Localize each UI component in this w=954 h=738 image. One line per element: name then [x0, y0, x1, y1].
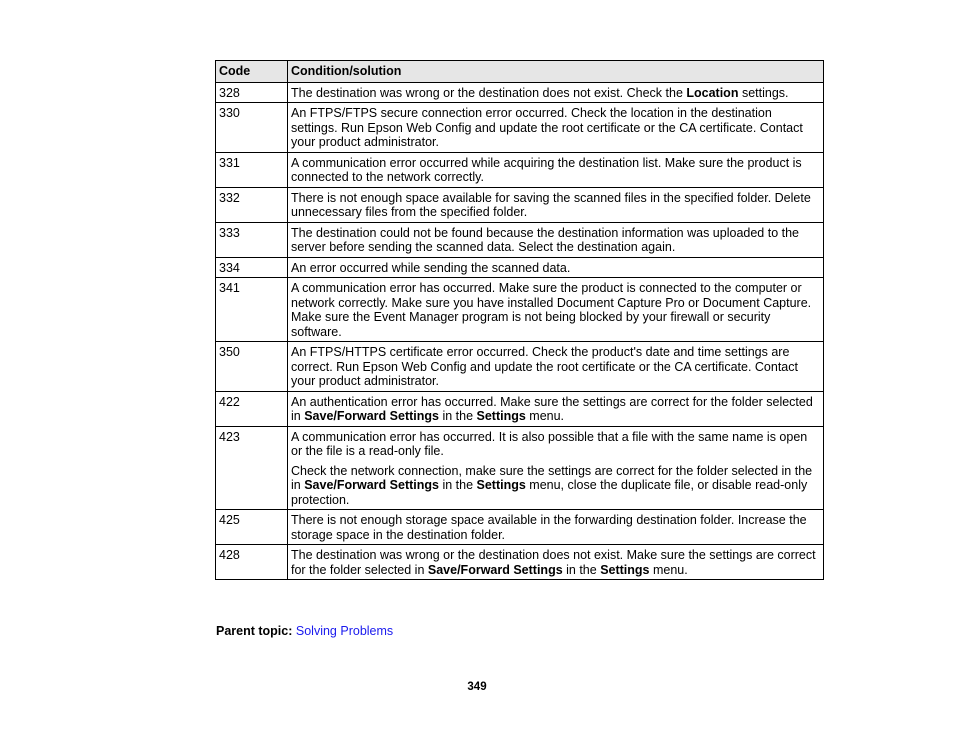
error-code-cell: 334: [216, 257, 288, 278]
solution-paragraph: [291, 395, 820, 424]
condition-solution-cell: [288, 391, 824, 426]
emphasized-setting-name: Save/Forward Settings: [304, 478, 439, 492]
solution-paragraph: [291, 261, 820, 276]
table-header-row: [216, 61, 824, 83]
condition-solution-cell: [288, 257, 824, 278]
solution-paragraph: [291, 464, 820, 508]
solution-text: An error occurred while sending the scanned data.: [291, 260, 571, 275]
error-code-table: [215, 60, 824, 580]
solution-text: There is not enough storage space available in the forwarding destination folder. Increase the storage space in the destination folder.: [291, 513, 807, 542]
solution-text: An FTPS/HTTPS certificate error occurred. Check the product's date and time settings are correct. Run Epson Web Config and update the root certificate or the CA certificate. Contact your product administrator.: [291, 345, 798, 388]
solution-text: in the: [562, 562, 601, 577]
solution-paragraph: [291, 548, 820, 577]
table-row: [216, 426, 824, 510]
condition-solution-cell: [288, 342, 824, 392]
error-code-cell: 333: [216, 222, 288, 257]
solution-text: An FTPS/FTPS secure connection error occurred. Check the location in the destination settings. Run Epson Web Config and update the root certificate or the CA certificate. Contact your product administrator.: [291, 106, 803, 149]
condition-solution-cell: [288, 82, 824, 103]
solution-paragraph: [291, 345, 820, 389]
solution-text: in the: [438, 478, 477, 492]
table-body: [216, 82, 824, 580]
error-code-cell: 425: [216, 510, 288, 545]
error-code-cell: 328: [216, 82, 288, 103]
error-code-cell: 341: [216, 278, 288, 342]
solution-paragraph: [291, 156, 820, 185]
table-row: [216, 187, 824, 222]
solution-text: Check the network connection, make sure the settings are correct for the folder selected in the in: [291, 463, 813, 492]
table-row: [216, 510, 824, 545]
condition-solution-cell: [288, 152, 824, 187]
solution-paragraph: [291, 191, 820, 220]
error-code-cell: 350: [216, 342, 288, 392]
solution-text: menu.: [649, 562, 688, 577]
error-code-cell: 330: [216, 103, 288, 153]
emphasized-setting-name: Settings: [600, 562, 650, 577]
error-code-cell: 423: [216, 426, 288, 510]
error-code-cell: 422: [216, 391, 288, 426]
solution-text: A communication error occurred while acquiring the destination list. Make sure the product is connected to the network correctly.: [291, 155, 802, 184]
solution-paragraph: [291, 430, 820, 459]
table-row: [216, 222, 824, 257]
table-row: [216, 278, 824, 342]
solution-text: menu.: [525, 409, 565, 423]
error-code-cell: 331: [216, 152, 288, 187]
table-row: [216, 391, 824, 426]
table-row: [216, 257, 824, 278]
solution-text: menu, close the duplicate file, or disable read-only protection.: [291, 478, 808, 507]
error-code-cell: 332: [216, 187, 288, 222]
solution-paragraph: [291, 106, 820, 150]
solution-text: The destination was wrong or the destination does not exist. Make sure the settings are correct for the folder selected in: [291, 548, 816, 577]
condition-solution-cell: [288, 510, 824, 545]
condition-solution-cell: [288, 426, 824, 510]
solution-text: in the: [438, 409, 477, 423]
condition-solution-cell: [288, 103, 824, 153]
solution-text: A communication error has occurred. Make sure the product is connected to the computer or network correctly. Make sure you have installed Document Capture Pro or Document Capture. Make sure the Event Manager program is not being blocked by your firewall or security software.: [291, 281, 812, 339]
solution-paragraph: [291, 281, 820, 339]
table-row: [216, 545, 824, 580]
emphasized-setting-name: Settings: [476, 409, 526, 423]
solution-text: The destination could not be found because the destination information was uploaded to the server before sending the scanned data. Select the destination again.: [291, 225, 799, 254]
condition-solution-cell: [288, 222, 824, 257]
solution-text: The destination was wrong or the destination does not exist. Check the: [291, 85, 687, 100]
table-row: [216, 82, 824, 103]
table-row: [216, 152, 824, 187]
solution-paragraph: [291, 226, 820, 255]
emphasized-setting-name: Save/Forward Settings: [427, 562, 563, 577]
column-header-condition: Condition/solution: [288, 61, 824, 83]
parent-topic: [216, 624, 393, 638]
condition-solution-cell: [288, 187, 824, 222]
emphasized-setting-name: Save/Forward Settings: [304, 409, 439, 423]
solution-paragraph: [291, 513, 820, 542]
page-number: 349: [467, 681, 487, 693]
solution-text: settings.: [738, 85, 789, 100]
table-row: [216, 103, 824, 153]
column-header-code: Code: [216, 61, 288, 83]
emphasized-setting-name: Settings: [476, 478, 526, 492]
error-code-cell: 428: [216, 545, 288, 580]
table-row: [216, 342, 824, 392]
parent-topic-link[interactable]: Solving Problems: [295, 624, 394, 638]
solution-text: An authentication error has occurred. Make sure the settings are correct for the folder selected in: [291, 394, 813, 423]
emphasized-setting-name: Location: [686, 85, 739, 100]
solution-paragraph: [291, 86, 820, 101]
condition-solution-cell: [288, 278, 824, 342]
condition-solution-cell: [288, 545, 824, 580]
solution-text: A communication error has occurred. It is also possible that a file with the same name is open or the file is a read-only file.: [291, 429, 808, 458]
parent-topic-label: Parent topic:: [216, 624, 293, 638]
solution-text: There is not enough space available for saving the scanned files in the specified folder. Delete unnecessary files from the specified folder.: [291, 190, 811, 219]
